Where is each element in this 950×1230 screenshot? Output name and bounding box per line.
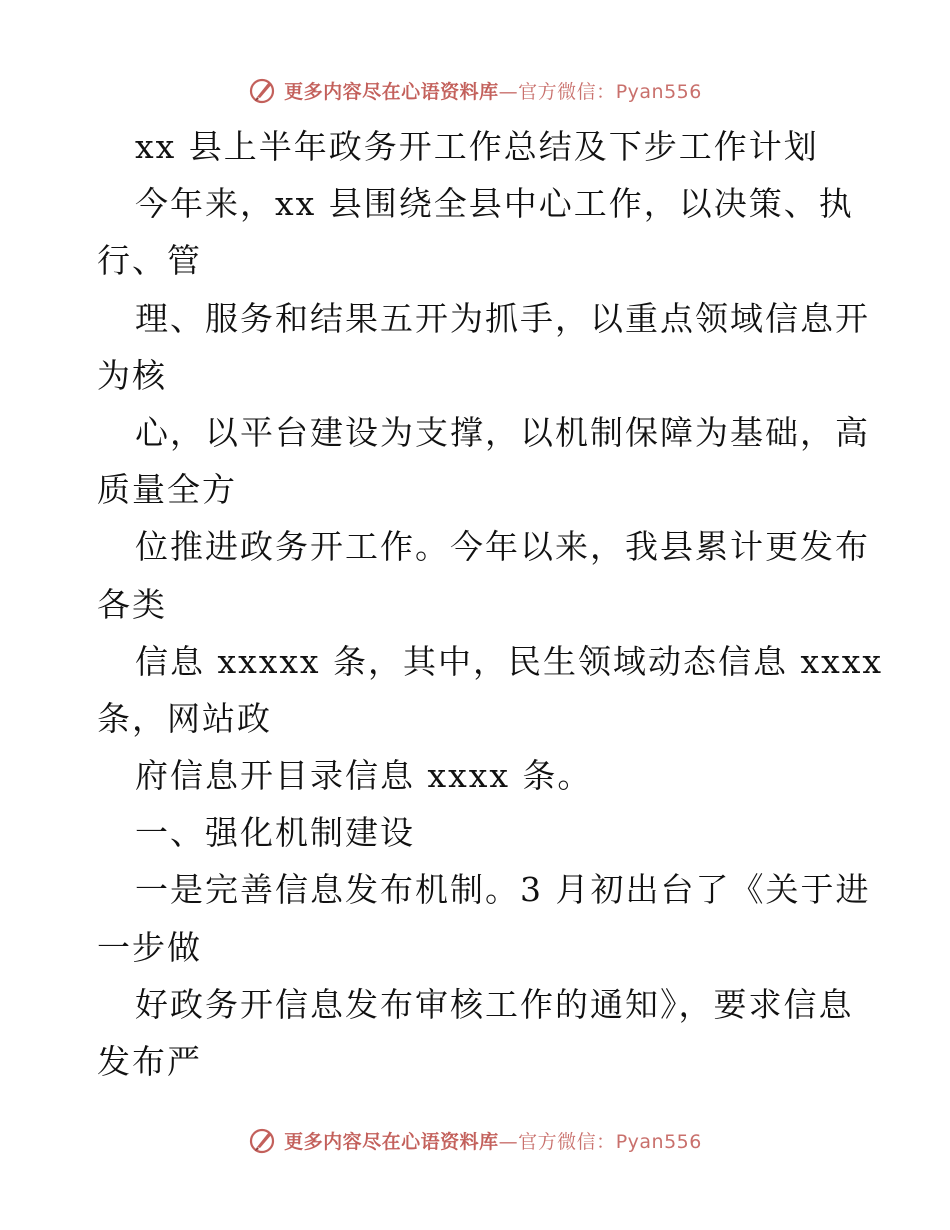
footer-watermark-banner [0,1120,950,1160]
watermark-text [284,77,702,104]
watermark-dash: — [498,80,519,103]
watermark-text [284,1127,702,1154]
watermark-site-name: 更多内容尽在心语资料库 [284,1130,499,1153]
watermark-wechat-id: Pyan556 [615,1130,702,1153]
text-line: 各类 [97,584,167,624]
text-line: 府信息开目录信息 xxxx 条。 [135,756,593,796]
text-line: 好政务开信息发布审核工作的通知》，要求信息 [135,984,854,1024]
text-line: 发布严 [97,1042,202,1081]
text-line: 条，网站政 [97,698,272,738]
quill-pen-logo-icon [248,75,278,105]
text-line: 一、强化机制建设 [135,813,415,853]
text-line: 今年来，xx 县围绕全县中心工作，以决策、执 [135,184,854,224]
header-watermark-banner [0,70,950,110]
text-line: 位推进政务开工作。今年以来，我县累计更发布 [135,527,870,567]
text-line: 一步做 [97,927,202,967]
watermark-site-name: 更多内容尽在心语资料库 [284,80,499,103]
text-line: 质量全方 [97,470,237,510]
text-line: 信息 xxxxx 条，其中，民生领域动态信息 xxxx [135,641,883,681]
document-body [97,118,883,1090]
quill-pen-logo-icon [248,1125,278,1155]
watermark-wechat-label: 官方微信： [518,80,616,103]
text-line: 理、服务和结果五开为抓手，以重点领域信息开 [135,298,870,338]
watermark-wechat-id: Pyan556 [615,80,702,103]
text-line: 行、管 [97,241,202,281]
text-line: 心，以平台建设为支撑，以机制保障为基础，高 [135,412,870,452]
watermark-dash: — [498,1130,519,1153]
text-line: 一是完善信息发布机制。3 月初出台了《关于进 [135,870,871,910]
text-line: 为核 [97,355,167,395]
watermark-wechat-label: 官方微信： [518,1130,616,1153]
document-title: xx 县上半年政务开工作总结及下步工作计划 [135,127,819,166]
